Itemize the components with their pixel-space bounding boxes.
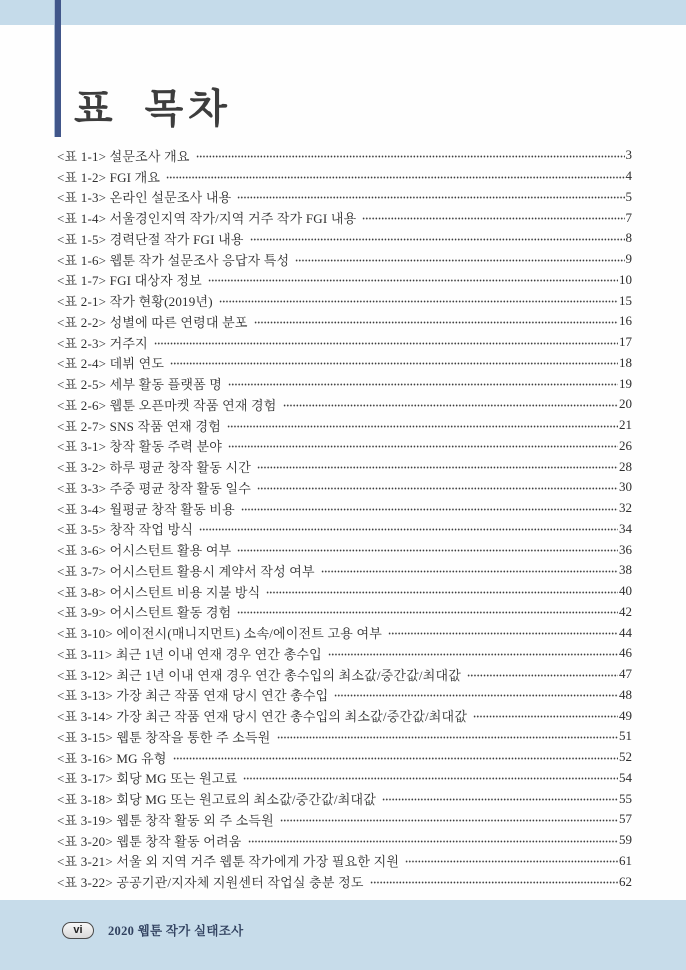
toc-entry <box>57 394 632 415</box>
dot-leader <box>219 300 618 303</box>
page-number: 9 <box>625 251 632 267</box>
dot-leader <box>467 674 618 677</box>
page-number: 20 <box>619 396 632 412</box>
toc-entry <box>57 498 632 519</box>
page-number: 40 <box>619 583 632 599</box>
toc-entry-label: <표 2-3> 거주지 <box>57 335 148 351</box>
toc-entry-label: <표 3-17> 회당 MG 또는 원고료 <box>57 771 238 787</box>
dot-leader <box>370 881 618 884</box>
page-number: 18 <box>619 354 632 370</box>
dot-leader <box>173 757 618 760</box>
toc-entry <box>57 581 632 602</box>
dot-leader <box>283 404 618 407</box>
toc-entry-label: <표 3-7> 어시스턴트 활용시 계약서 작성 여부 <box>57 563 315 579</box>
accent-bar <box>55 0 61 137</box>
toc-entry <box>57 415 632 436</box>
toc-entry <box>57 768 632 789</box>
footer-doc-title: 2020 웹툰 작가 실태조사 <box>108 924 244 938</box>
dot-leader <box>280 819 618 822</box>
toc-entry-label: <표 3-9> 어시스턴트 활동 경험 <box>57 605 232 621</box>
toc-entry-label: <표 3-1> 창작 활동 주력 분야 <box>57 439 223 455</box>
toc-entry-label: <표 3-19> 웹툰 창작 활동 외 주 소득원 <box>57 812 274 828</box>
dot-leader <box>196 155 625 158</box>
dot-leader <box>166 176 624 179</box>
dot-leader <box>321 570 618 573</box>
page-number: 4 <box>625 168 632 184</box>
toc-entry <box>57 353 632 374</box>
toc-entry <box>57 145 632 166</box>
dot-leader <box>257 466 618 469</box>
toc-entry-label: <표 1-6> 웹툰 작가 설문조사 응답자 특성 <box>57 252 290 268</box>
dot-leader <box>254 321 618 324</box>
toc-entry-label: <표 3-13> 가장 최근 작품 연재 당시 연간 총수입 <box>57 688 329 704</box>
toc-entry <box>57 705 632 726</box>
toc-entry <box>57 685 632 706</box>
dot-leader <box>237 549 618 552</box>
toc-entry-label: <표 3-6> 어시스턴트 활용 여부 <box>57 543 232 559</box>
toc-entry-label: <표 3-14> 가장 최근 작품 연재 당시 연간 총수입의 최소값/중간값/최대값 <box>57 709 468 725</box>
toc-entry-label: <표 3-21> 서울 외 지역 거주 웹툰 작가에게 가장 필요한 지원 <box>57 854 400 870</box>
dot-leader <box>388 632 618 635</box>
toc-entry-label: <표 2-4> 데뷔 연도 <box>57 356 165 372</box>
dot-leader <box>241 508 618 511</box>
page-number: 34 <box>619 520 632 536</box>
dot-leader <box>362 217 624 220</box>
toc-entry <box>57 726 632 747</box>
page-number: 36 <box>619 541 632 557</box>
toc-entry <box>57 851 632 872</box>
page-number: 3 <box>625 147 632 163</box>
dot-leader <box>237 611 618 614</box>
toc-entry-label: <표 1-1> 설문조사 개요 <box>57 148 190 164</box>
page-number: 48 <box>619 686 632 702</box>
page-number: 16 <box>619 313 632 329</box>
toc-entry <box>57 747 632 768</box>
toc-entry-label: <표 1-3> 온라인 설문조사 내용 <box>57 190 232 206</box>
page-number: 28 <box>619 458 632 474</box>
toc-entry-label: <표 2-1> 작가 현황(2019년) <box>57 294 213 310</box>
toc-entry-label: <표 3-5> 창작 작업 방식 <box>57 522 194 538</box>
page-number: 59 <box>619 832 632 848</box>
toc-entry-label: <표 1-2> FGI 개요 <box>57 169 161 185</box>
toc-entry-label: <표 2-6> 웹툰 오픈마켓 작품 연재 경험 <box>57 397 277 413</box>
page-number: 7 <box>625 209 632 225</box>
toc-entry <box>57 643 632 664</box>
toc-entry-label: <표 3-22> 공공기관/지자체 지원센터 작업실 충분 정도 <box>57 875 364 891</box>
toc-entry <box>57 477 632 498</box>
dot-leader <box>227 425 618 428</box>
toc-entry-label: <표 2-5> 세부 활동 플랫폼 명 <box>57 377 223 393</box>
toc-entry <box>57 332 632 353</box>
dot-leader <box>405 860 618 863</box>
dot-leader <box>328 653 618 656</box>
toc-entry-label: <표 3-15> 웹툰 창작을 통한 주 소득원 <box>57 729 271 745</box>
toc-entry <box>57 290 632 311</box>
toc-entry <box>57 270 632 291</box>
toc-entry-label: <표 3-18> 회당 MG 또는 원고료의 최소값/중간값/최대값 <box>57 792 377 808</box>
toc-entry-label: <표 2-7> SNS 작품 연재 경험 <box>57 418 221 434</box>
page-number: 10 <box>619 271 632 287</box>
page-number: 8 <box>625 230 632 246</box>
toc-entry-label: <표 3-12> 최근 1년 이내 연재 경우 연간 총수입의 최소값/중간값/최대값 <box>57 667 462 683</box>
toc-entry <box>57 373 632 394</box>
toc-entry-label: <표 3-11> 최근 1년 이내 연재 경우 연간 총수입 <box>57 646 322 662</box>
dot-leader <box>277 736 619 739</box>
dot-leader <box>154 342 618 345</box>
toc-entry-label: <표 1-7> FGI 대상자 정보 <box>57 273 202 289</box>
page-number: 44 <box>619 624 632 640</box>
toc-entry-label: <표 3-20> 웹툰 창작 활동 어려움 <box>57 833 242 849</box>
dot-leader <box>334 694 618 697</box>
toc-entry <box>57 809 632 830</box>
dot-leader <box>382 798 618 801</box>
toc-entry <box>57 602 632 623</box>
toc-entry <box>57 519 632 540</box>
toc-entry <box>57 560 632 581</box>
dot-leader <box>266 591 618 594</box>
footer-inner <box>62 921 243 939</box>
page-number: 54 <box>619 769 632 785</box>
page-title: 표 목차 <box>74 85 232 131</box>
toc-entry <box>57 311 632 332</box>
toc-entry <box>57 456 632 477</box>
dot-leader <box>199 528 618 531</box>
page-number: 32 <box>619 500 632 516</box>
dot-leader <box>237 196 624 199</box>
page-number: 30 <box>619 479 632 495</box>
page-number: 61 <box>619 852 632 868</box>
dot-leader <box>243 777 618 780</box>
toc-entry-label: <표 3-4> 월평균 창작 활동 비용 <box>57 501 235 517</box>
dot-leader <box>257 487 618 490</box>
toc-entry <box>57 830 632 851</box>
page-number: 52 <box>619 749 632 765</box>
page-number: 19 <box>619 375 632 391</box>
page-number: 47 <box>619 666 632 682</box>
toc-entry-label: <표 3-8> 어시스턴트 비용 지불 방식 <box>57 584 261 600</box>
toc-entry <box>57 207 632 228</box>
toc-entry-label: <표 3-10> 에이전시(매니지먼트) 소속/에이전트 고용 여부 <box>57 626 382 642</box>
page-number: 26 <box>619 437 632 453</box>
toc-entry <box>57 166 632 187</box>
page-number: 46 <box>619 645 632 661</box>
toc-entry <box>57 187 632 208</box>
dot-leader <box>170 362 618 365</box>
toc-list <box>57 145 632 892</box>
dot-leader <box>228 383 618 386</box>
toc-entry-label: <표 2-2> 성별에 따른 연령대 분포 <box>57 314 248 330</box>
toc-entry-label: <표 1-4> 서울경인지역 작가/지역 거주 작가 FGI 내용 <box>57 211 357 227</box>
toc-entry <box>57 228 632 249</box>
dot-leader <box>473 715 618 718</box>
toc-entry-label: <표 3-16> MG 유형 <box>57 750 167 766</box>
page-number: 49 <box>619 707 632 723</box>
page-number: 55 <box>619 790 632 806</box>
page-number: 17 <box>619 334 632 350</box>
dot-leader <box>228 445 618 448</box>
toc-entry-label: <표 3-2> 하루 평균 창작 활동 시간 <box>57 460 252 476</box>
dot-leader <box>208 279 618 282</box>
footer <box>0 900 686 970</box>
toc-entry <box>57 622 632 643</box>
page-number: 62 <box>619 873 632 889</box>
toc-entry <box>57 871 632 892</box>
toc-entry <box>57 539 632 560</box>
dot-leader <box>250 238 625 241</box>
toc-entry <box>57 436 632 457</box>
toc-entry <box>57 788 632 809</box>
page-number: 57 <box>619 811 632 827</box>
dot-leader <box>248 840 618 843</box>
dot-leader <box>295 259 624 262</box>
page-number: 15 <box>619 292 632 308</box>
toc-entry <box>57 249 632 270</box>
page-number-badge: vi <box>62 922 94 939</box>
page-number: 5 <box>625 188 632 204</box>
toc-entry-label: <표 3-3> 주중 평균 창작 활동 일수 <box>57 480 252 496</box>
toc-entry-label: <표 1-5> 경력단절 작가 FGI 내용 <box>57 231 244 247</box>
page-number: 21 <box>619 417 632 433</box>
page-number: 42 <box>619 603 632 619</box>
top-band <box>0 0 686 25</box>
toc-entry <box>57 664 632 685</box>
page-number: 38 <box>619 562 632 578</box>
page-number: 51 <box>619 728 632 744</box>
